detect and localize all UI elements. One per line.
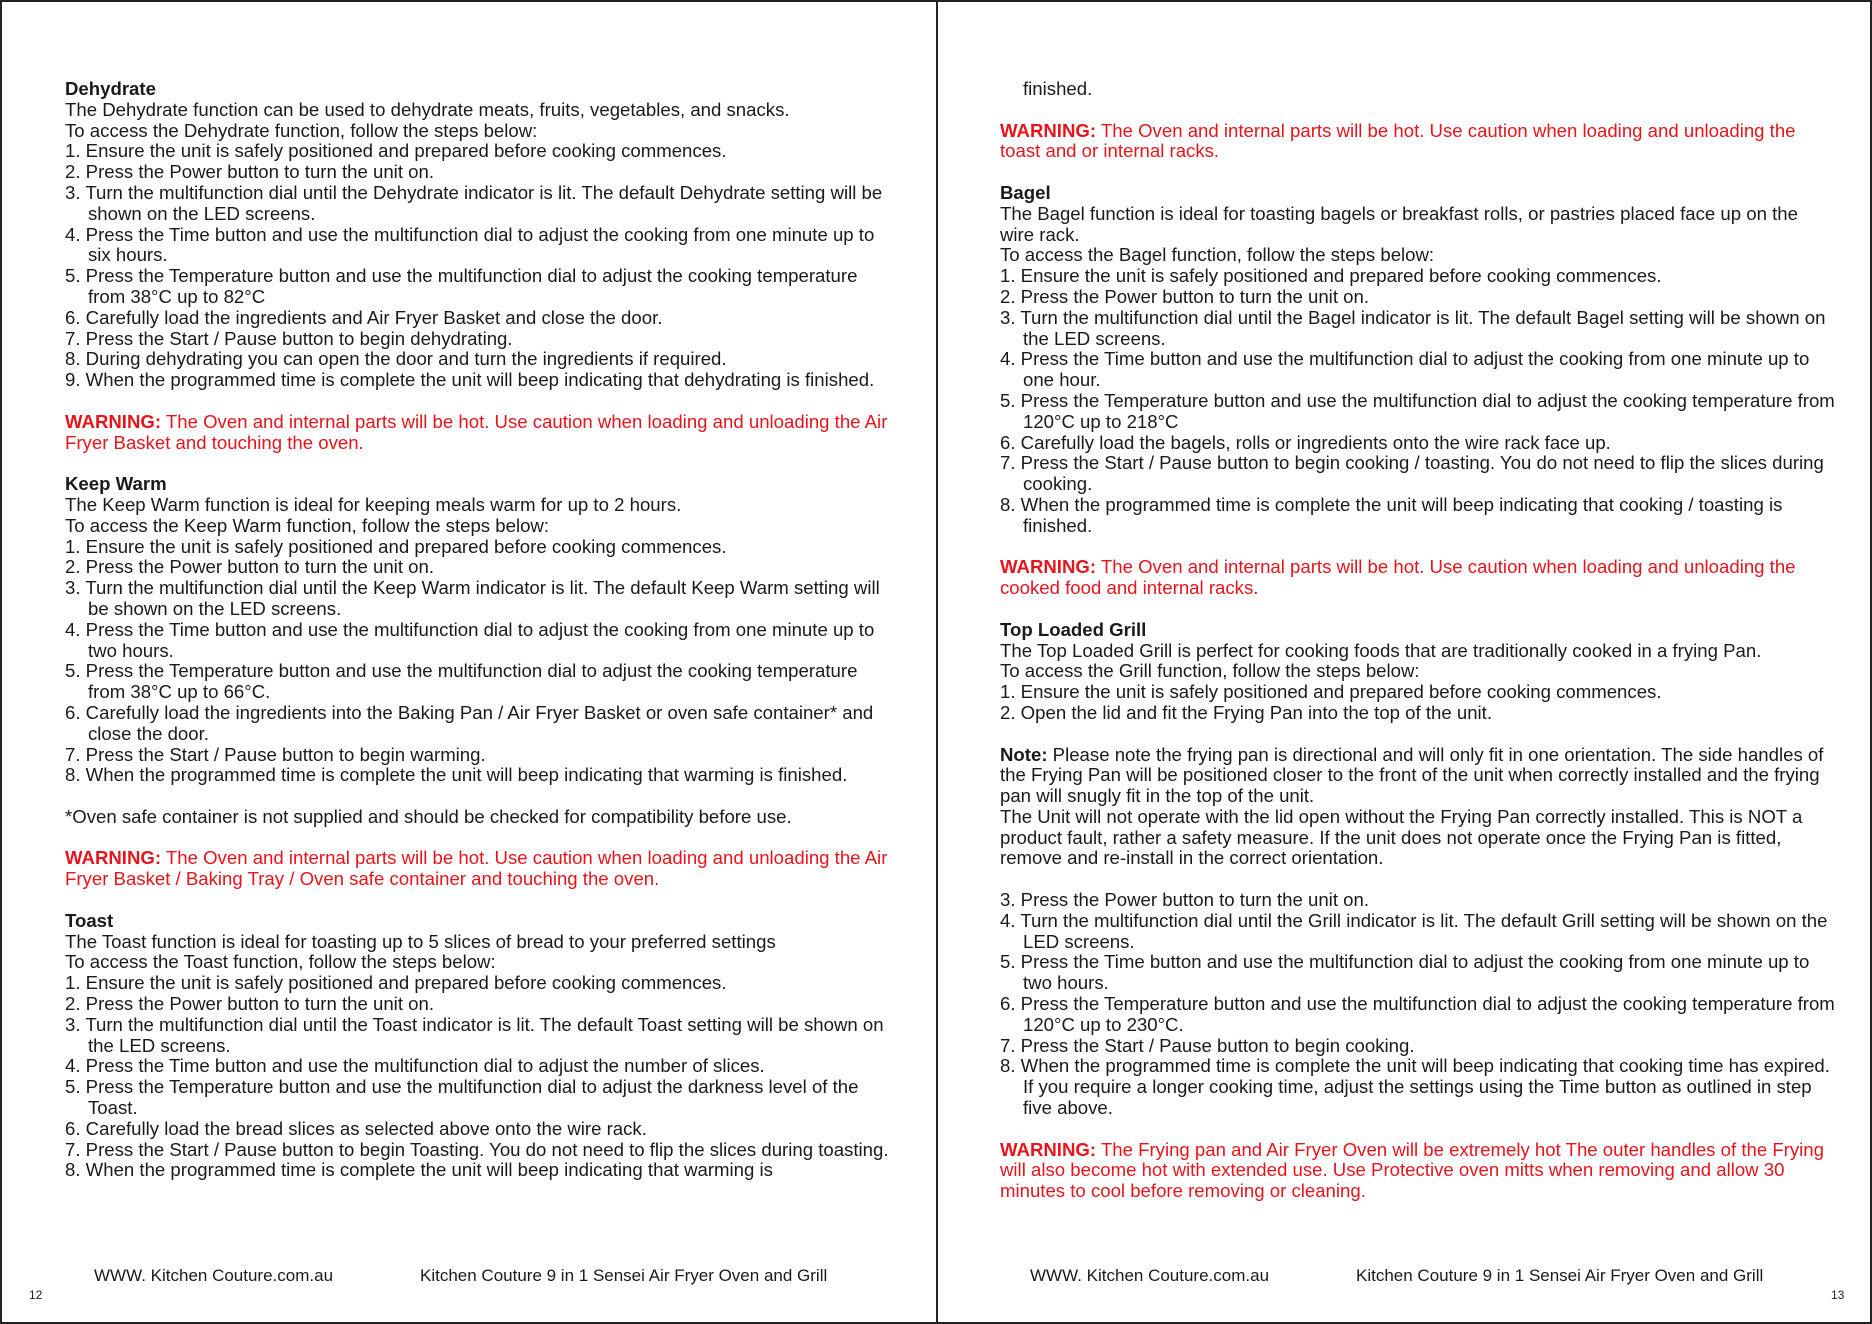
warning-paragraph <box>1000 557 1836 599</box>
warning-label: WARNING: <box>1000 119 1097 141</box>
step-item: 7. Press the Start / Pause button to begin dehydrating. <box>65 327 513 349</box>
spacer <box>65 453 895 474</box>
warning-paragraph <box>1000 1140 1836 1202</box>
body-paragraph: To access the Grill function, follow the steps below: <box>1000 660 1420 682</box>
note-text: Please note the frying pan is directional and will only fit in one orientation. The side handles of the Frying Pan will be positioned closer to the front of the unit when correctly installed and the frying pan will snugly fit in the top of the unit. <box>1000 743 1824 807</box>
left-page-content <box>65 79 895 1181</box>
body-paragraph: To access the Bagel function, follow the steps below: <box>1000 244 1435 266</box>
step-item: 4. Turn the multifunction dial until the Grill indicator is lit. The default Grill setting will be shown on the LED screens. <box>1000 909 1828 952</box>
body-paragraph: The Dehydrate function can be used to dehydrate meats, fruits, vegetables, and snacks. <box>65 98 790 120</box>
step-item: 6. Carefully load the bread slices as selected above onto the wire rack. <box>65 1117 647 1139</box>
warning-text: The Oven and internal parts will be hot. Use caution when loading and unloading the toast and or internal racks. <box>1000 119 1796 162</box>
step-item: 9. When the programmed time is complete the unit will beep indicating that dehydrating is finished. <box>65 369 875 391</box>
body-paragraph: To access the Dehydrate function, follow the steps below: <box>65 119 538 141</box>
spacer <box>1000 1119 1836 1140</box>
step-item: 3. Turn the multifunction dial until the Bagel indicator is lit. The default Bagel setting will be shown on the LED screens. <box>1000 306 1826 349</box>
step-item: 6. Carefully load the bagels, rolls or ingredients onto the wire rack face up. <box>1000 431 1611 453</box>
step-item: 5. Press the Temperature button and use the multifunction dial to adjust the darkness level of the Toast. <box>65 1076 859 1119</box>
step-item: 4. Press the Time button and use the multifunction dial to adjust the number of slices. <box>65 1055 765 1077</box>
step-item: 4. Press the Time button and use the multifunction dial to adjust the cooking from one minute up to two hours. <box>65 618 875 661</box>
step-item: 2. Press the Power button to turn the unit on. <box>1000 285 1369 307</box>
step-item: 5. Press the Temperature button and use the multifunction dial to adjust the cooking temperature from 38°C up to 82°C <box>65 265 858 307</box>
spacer <box>1000 162 1836 183</box>
step-item: 8. During dehydrating you can open the door and turn the ingredients if required. <box>65 348 727 370</box>
step-item: 5. Press the Temperature button and use the multifunction dial to adjust the cooking temperature from 38°C up to 66°C. <box>65 660 858 703</box>
right-page <box>936 0 1872 1324</box>
step-item: 5. Press the Temperature button and use the multifunction dial to adjust the cooking temperature from 120°C up to 218°C <box>1000 389 1835 432</box>
step-item: 3. Turn the multifunction dial until the Keep Warm indicator is lit. The default Keep Warm setting will be shown on the LED screens. <box>65 577 880 619</box>
step-item: 4. Press the Time button and use the multifunction dial to adjust the cooking from one minute up to six hours. <box>65 223 875 266</box>
note-label: Note: <box>1000 743 1048 765</box>
warning-label: WARNING: <box>1000 1138 1097 1160</box>
step-item: 2. Press the Power button to turn the unit on. <box>65 556 434 578</box>
step-item: 4. Press the Time button and use the multifunction dial to adjust the cooking from one minute up to one hour. <box>1000 348 1810 391</box>
section-heading: Keep Warm <box>65 473 167 495</box>
warning-paragraph <box>1000 121 1836 163</box>
spacer <box>65 890 895 911</box>
spacer <box>1000 869 1836 890</box>
spacer <box>1000 724 1836 745</box>
step-item: 1. Ensure the unit is safely positioned and prepared before cooking commences. <box>65 140 727 162</box>
step-item: 8. When the programmed time is complete the unit will beep indicating that cooking / toasting is finished. <box>1000 493 1783 536</box>
warning-paragraph <box>65 848 895 890</box>
warning-text: The Oven and internal parts will be hot. Use caution when loading and unloading the Air Fryer Basket / Baking Tray / Oven safe container and touching the oven. <box>65 847 888 890</box>
body-paragraph: The Keep Warm function is ideal for keeping meals warm for up to 2 hours. <box>65 493 682 515</box>
page-number: 13 <box>1831 1288 1845 1302</box>
warning-text: The Oven and internal parts will be hot. Use caution when loading and unloading the Air Fryer Basket and touching the oven. <box>65 410 888 453</box>
section-heading: Top Loaded Grill <box>1000 618 1147 640</box>
step-item: 2. Press the Power button to turn the unit on. <box>65 993 434 1015</box>
step-item: 3. Turn the multifunction dial until the Dehydrate indicator is lit. The default Dehydrate setting will be shown on the LED screens. <box>65 181 883 224</box>
page-number: 12 <box>29 1288 43 1302</box>
step-item: 7. Press the Start / Pause button to begin cooking / toasting. You do not need to flip the slices during cooking. <box>1000 452 1824 495</box>
step-item: 7. Press the Start / Pause button to begin Toasting. You do not need to flip the slices during toasting. <box>65 1138 889 1160</box>
step-item: 2. Open the lid and fit the Frying Pan into the top of the unit. <box>1000 701 1493 723</box>
step-item: 1. Ensure the unit is safely positioned and prepared before cooking commences. <box>65 972 727 994</box>
step-item: 2. Press the Power button to turn the unit on. <box>65 161 434 183</box>
body-paragraph: To access the Keep Warm function, follow the steps below: <box>65 514 550 536</box>
body-paragraph: The Top Loaded Grill is perfect for cooking foods that are traditionally cooked in a frying Pan. <box>1000 639 1762 661</box>
step-item: 1. Ensure the unit is safely positioned and prepared before cooking commences. <box>65 535 727 557</box>
step-item: 8. When the programmed time is complete the unit will beep indicating that warming is <box>65 1159 773 1181</box>
step-continuation: finished. <box>1023 78 1093 99</box>
footer-website: WWW. Kitchen Couture.com.au <box>1030 1266 1270 1285</box>
warning-text: The Oven and internal parts will be hot. Use caution when loading and unloading the cooked food and internal racks. <box>1000 556 1796 599</box>
step-item: 8. When the programmed time is complete the unit will beep indicating that cooking time has expired. If you require a longer cooking time, adjust the settings using the Time button as outlined in step five above. <box>1000 1055 1830 1119</box>
spacer <box>1000 100 1836 121</box>
section-heading: Bagel <box>1000 181 1051 203</box>
body-paragraph: The Unit will not operate with the lid open without the Frying Pan correctly installed. This is NOT a product fault, rather a safety measure. If the unit does not operate once the Frying Pan is fitted, remove and re-install in the correct orientation. <box>1000 805 1803 869</box>
warning-label: WARNING: <box>65 410 162 432</box>
spacer <box>65 828 895 849</box>
step-item: 3. Turn the multifunction dial until the Toast indicator is lit. The default Toast setting will be shown on the LED screens. <box>65 1013 884 1056</box>
warning-paragraph <box>65 412 895 454</box>
step-item: 6. Carefully load the ingredients and Air Fryer Basket and close the door. <box>65 306 663 328</box>
step-item: 5. Press the Time button and use the multifunction dial to adjust the cooking from one minute up to two hours. <box>1000 951 1810 994</box>
section-heading: Toast <box>65 909 114 931</box>
footer-product-title: Kitchen Couture 9 in 1 Sensei Air Fryer Oven and Grill <box>1356 1266 1764 1285</box>
step-item: 3. Press the Power button to turn the unit on. <box>1000 889 1369 911</box>
step-item: 1. Ensure the unit is safely positioned and prepared before cooking commences. <box>1000 265 1662 287</box>
body-paragraph: The Toast function is ideal for toasting up to 5 slices of bread to your preferred settings <box>65 930 776 952</box>
step-item: 7. Press the Start / Pause button to begin cooking. <box>1000 1034 1415 1056</box>
warning-label: WARNING: <box>65 847 162 869</box>
spacer <box>65 786 895 807</box>
step-item: 6. Carefully load the ingredients into the Baking Pan / Air Fryer Basket or oven safe container* and close the door. <box>65 701 874 744</box>
step-item: 1. Ensure the unit is safely positioned and prepared before cooking commences. <box>1000 681 1662 703</box>
warning-label: WARNING: <box>1000 556 1097 578</box>
note-paragraph <box>1000 745 1836 807</box>
step-item: 6. Press the Temperature button and use the multifunction dial to adjust the cooking temperature from 120°C up to 230°C. <box>1000 993 1835 1035</box>
step-item: 7. Press the Start / Pause button to begin warming. <box>65 743 486 765</box>
body-paragraph: *Oven safe container is not supplied and should be checked for compatibility before use. <box>65 805 792 827</box>
spacer <box>1000 537 1836 558</box>
step-item: 8. When the programmed time is complete the unit will beep indicating that warming is finished. <box>65 764 848 786</box>
section-heading: Dehydrate <box>65 78 156 99</box>
body-paragraph: To access the Toast function, follow the steps below: <box>65 951 496 973</box>
spacer <box>65 391 895 412</box>
right-page-content <box>1000 79 1836 1202</box>
warning-text: The Frying pan and Air Fryer Oven will be extremely hot The outer handles of the Frying will also become hot with extended use. Use Protective oven mitts when removing and allow 30 minutes to cool before removing or cleaning. <box>1000 1138 1824 1202</box>
body-paragraph: The Bagel function is ideal for toasting bagels or breakfast rolls, or pastries placed face up on the wire rack. <box>1000 202 1798 245</box>
footer-product-title: Kitchen Couture 9 in 1 Sensei Air Fryer Oven and Grill <box>420 1266 828 1285</box>
footer-website: WWW. Kitchen Couture.com.au <box>94 1266 334 1285</box>
spacer <box>1000 599 1836 620</box>
